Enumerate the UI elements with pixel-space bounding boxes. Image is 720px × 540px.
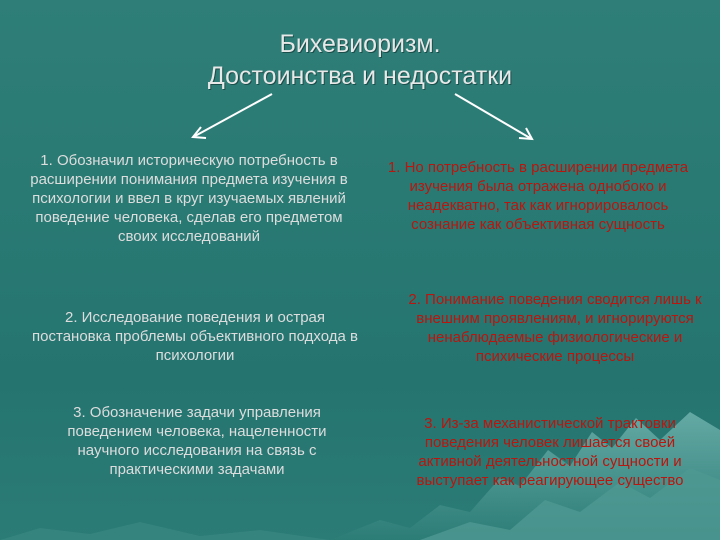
disadvantage-item-3: 3. Из-за механистической трактовки поведения человек лишается своей активной деятельностной сущности и выступает как реагирующее существо xyxy=(416,415,684,489)
disadvantage-item-2: 2. Понимание поведения сводится лишь к внешним проявлениям, и игнорируются ненаблюдаемые физиологические и психические процессы xyxy=(408,291,702,365)
advantage-item-1: 1. Обозначил историческую потребность в расширении понимания предмета изучения в психологии и ввел в круг изучаемых явлений поведение человека, сделав его предметом своих исследований xyxy=(30,152,348,245)
left-arrow-icon xyxy=(193,94,272,138)
advantage-item-3: 3. Обозначение задачи управления поведением человека, нацеленности научного исследования на связь с практическими задачами xyxy=(67,404,327,478)
disadvantage-item-1: 1. Но потребность в расширении предмета изучения была отражена однобоко и неадекватно, так как игнорировалось сознание как объективная сущность xyxy=(387,159,689,233)
slide-title-line2: Достоинства и недостатки xyxy=(207,62,513,90)
slide-title-line1: Бихевиоризм. xyxy=(279,30,441,58)
right-arrow-icon xyxy=(455,94,532,139)
advantage-item-2: 2. Исследование поведения и острая постановка проблемы объективного подхода в психологии xyxy=(32,309,358,364)
